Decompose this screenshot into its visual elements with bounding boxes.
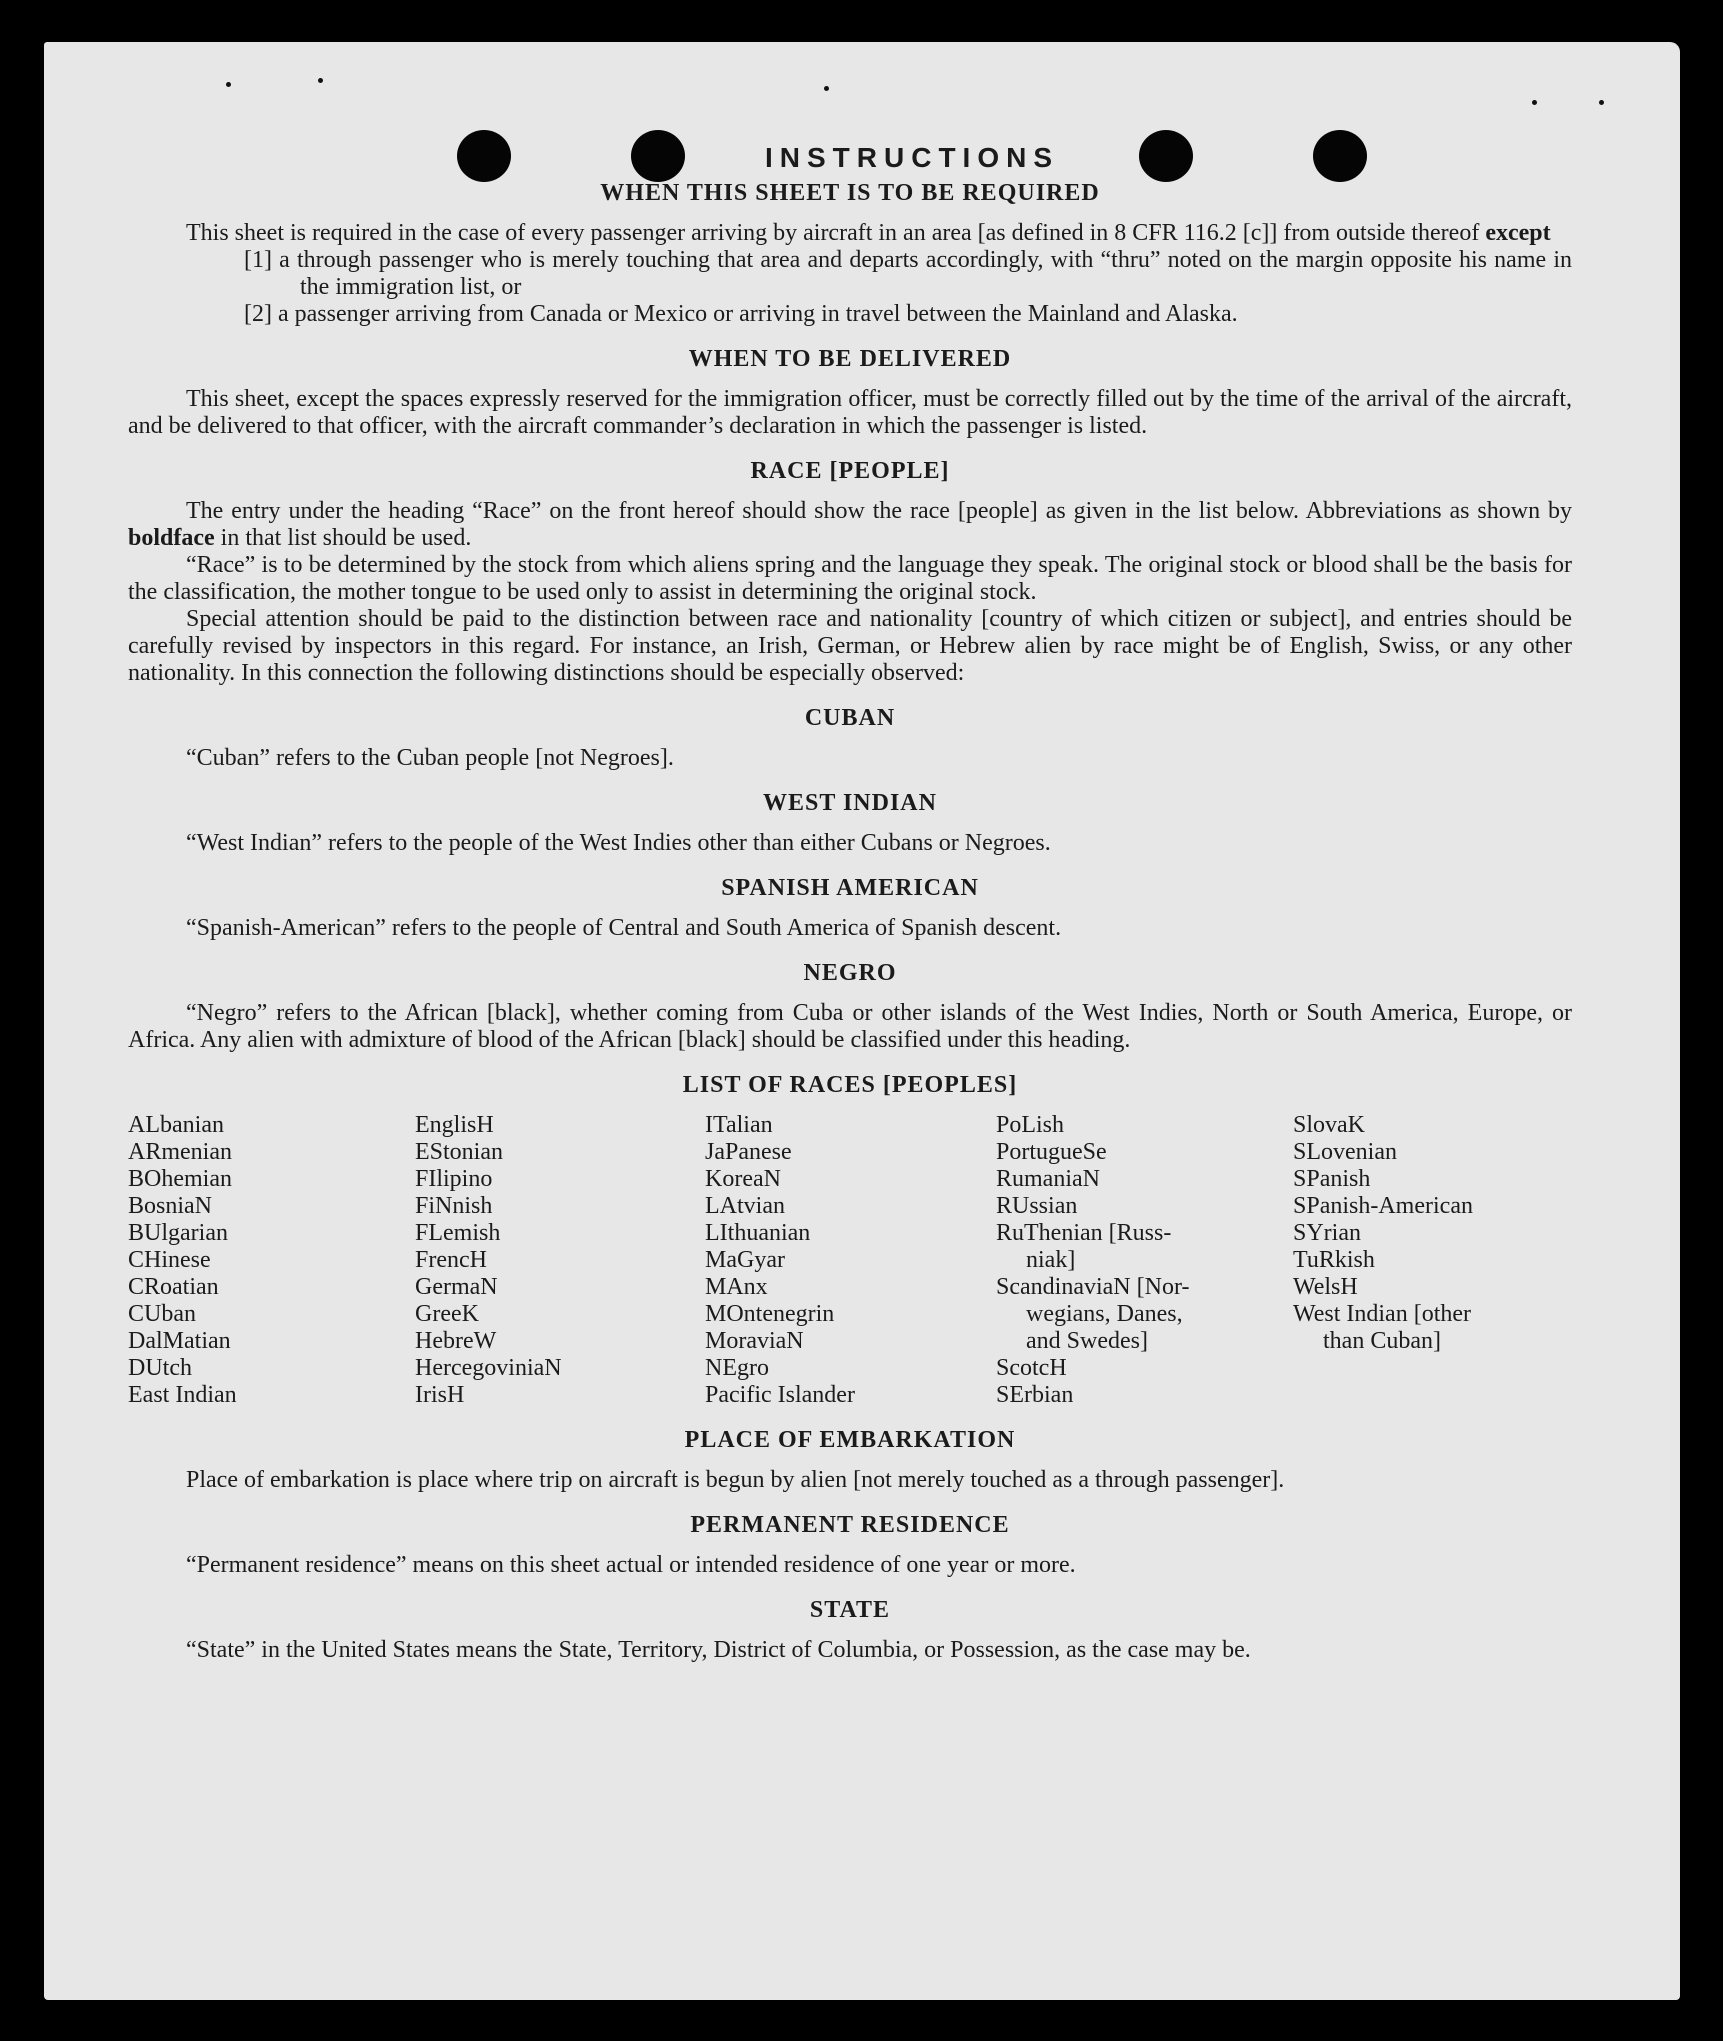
race-item: MaGyar [705,1247,785,1273]
race-item: BOhemian [128,1166,232,1192]
paper-speck [824,86,829,91]
race-item: EnglisH [415,1112,494,1138]
race-item: and Swedes] [1026,1328,1148,1354]
race-item: ITalian [705,1112,773,1138]
required-paragraph: This sheet is required in the case of every passenger arriving by aircraft in an area [as defined in 8 CFR 116.2 [c]] from outside thereof except [186,220,1551,246]
required-item-1: [1] a through passenger who is merely touching that area and departs accordingly, with “thru” noted on the margin opposite his name in the immigration list, or [244,247,1572,300]
race-paragraph-3: Special attention should be paid to the distinction between race and nationality [country of which citizen or subject], and entries should be carefully revised by inspectors in this regard. For instance, an Irish, German, or Hebrew alien by race might be of English, Swiss, or any other nationality. In this connection the following distinctions should be especially observed: [128,606,1572,686]
race-item: IrisH [415,1382,465,1408]
race-item: SLovenian [1293,1139,1397,1165]
race-item: RUssian [996,1193,1078,1219]
race-item: RumaniaN [996,1166,1100,1192]
heading-cuban: CUBAN [804,705,896,731]
race-item: LIthuanian [705,1220,811,1246]
races-column [705,1112,996,1409]
races-column [415,1112,705,1409]
race-item: TuRkish [1293,1247,1375,1273]
race-item: PortugueSe [996,1139,1107,1165]
west-indian-paragraph: “West Indian” refers to the people of the West Indies other than either Cubans or Negroes. [186,830,1051,856]
race-item: FIlipino [415,1166,493,1192]
state-paragraph: “State” in the United States means the State, Territory, District of Columbia, or Possession, as the case may be. [186,1637,1251,1663]
race-item: MoraviaN [705,1328,804,1354]
race-item: HebreW [415,1328,497,1354]
paper-speck [318,78,323,83]
race-item: ScotcH [996,1355,1067,1381]
race-item: BosniaN [128,1193,212,1219]
race-item: than Cuban] [1323,1328,1441,1354]
race-item: GermaN [415,1274,498,1300]
race-item: FLemish [415,1220,501,1246]
race-item: CUban [128,1301,196,1327]
race-item: ALbanian [128,1112,224,1138]
race-item: GreeK [415,1301,479,1327]
cuban-paragraph: “Cuban” refers to the Cuban people [not Negroes]. [186,745,674,771]
heading-when-delivered: WHEN TO BE DELIVERED [688,346,1012,372]
race-item: LAtvian [705,1193,785,1219]
race-item: NEgro [705,1355,769,1381]
race-item: FiNnish [415,1193,493,1219]
race-item: ScandinaviaN [Nor- [996,1274,1190,1300]
races-column [128,1112,415,1409]
race-item: wegians, Danes, [1026,1301,1183,1327]
race-item: West Indian [other [1293,1301,1472,1327]
paper-speck [1599,100,1604,105]
document-title: INSTRUCTIONS [765,142,1059,173]
heading-permanent-residence: PERMANENT RESIDENCE [690,1512,1010,1538]
race-item: CHinese [128,1247,211,1273]
spanish-american-paragraph: “Spanish-American” refers to the people of Central and South America of Spanish descent. [186,915,1062,941]
races-column [1293,1112,1572,1409]
negro-paragraph: “Negro” refers to the African [black], whether coming from Cuba or other islands of the West Indies, North or South America, Europe, or Africa. Any alien with admixture of blood of the African [black] should be classified under this heading. [128,1000,1572,1053]
race-paragraph-1: The entry under the heading “Race” on the front hereof should show the race [people] as given in the list below. Abbreviations as shown by boldface in that list should be used. [128,498,1572,551]
race-item: SPanish [1293,1166,1371,1192]
race-item: WelsH [1293,1274,1358,1300]
race-item: SlovaK [1293,1112,1365,1138]
heading-west-indian: WEST INDIAN [763,790,937,816]
heading-race: RACE [PEOPLE] [750,458,950,484]
race-item: SErbian [996,1382,1074,1408]
race-item: DalMatian [128,1328,231,1354]
race-item: RuThenian [Russ- [996,1220,1172,1246]
heading-place-of-embarkation: PLACE OF EMBARKATION [684,1427,1016,1453]
race-item: SYrian [1293,1220,1361,1246]
race-item: EStonian [415,1139,503,1165]
paper-speck [1532,100,1537,105]
heading-when-required: WHEN THIS SHEET IS TO BE REQUIRED [600,180,1100,206]
race-item: BUlgarian [128,1220,228,1246]
race-paragraph-2: “Race” is to be determined by the stock from which aliens spring and the language they speak. The original stock or blood shall be the basis for the classification, the mother tongue to be used only to assist in determining the original stock. [128,552,1572,605]
race-item: HercegoviniaN [415,1355,562,1381]
embarkation-paragraph: Place of embarkation is place where trip on aircraft is begun by alien [not merely touched as a through passenger]. [186,1467,1285,1493]
heading-negro: NEGRO [803,960,897,986]
race-item: JaPanese [705,1139,792,1165]
race-item: MAnx [705,1274,768,1300]
heading-spanish-american: SPANISH AMERICAN [721,875,979,901]
instructions-content [128,138,1572,1664]
paper-speck [226,82,231,87]
heading-state: STATE [809,1597,891,1623]
race-item: FrencH [415,1247,487,1273]
heading-list-of-races: LIST OF RACES [PEOPLES] [682,1072,1018,1098]
required-item-2: [2] a passenger arriving from Canada or Mexico or arriving in travel between the Mainland and Alaska. [244,301,1238,327]
race-item: DUtch [128,1355,192,1381]
delivered-paragraph: This sheet, except the spaces expressly reserved for the immigration officer, must be correctly filled out by the time of the arrival of the aircraft, and be delivered to that officer, with the aircraft commander’s declaration in which the passenger is listed. [128,386,1572,439]
race-item: East Indian [128,1382,237,1408]
race-item: PoLish [996,1112,1065,1138]
race-item: CRoatian [128,1274,219,1300]
race-item: MOntenegrin [705,1301,835,1327]
race-item: ARmenian [128,1139,232,1165]
races-list [128,1112,1572,1409]
race-item: KoreaN [705,1166,781,1192]
races-column [996,1112,1293,1409]
residence-paragraph: “Permanent residence” means on this sheet actual or intended residence of one year or more. [186,1552,1076,1578]
race-item: Pacific Islander [705,1382,855,1408]
race-item: SPanish-American [1293,1193,1473,1219]
race-item: niak] [1026,1247,1076,1273]
